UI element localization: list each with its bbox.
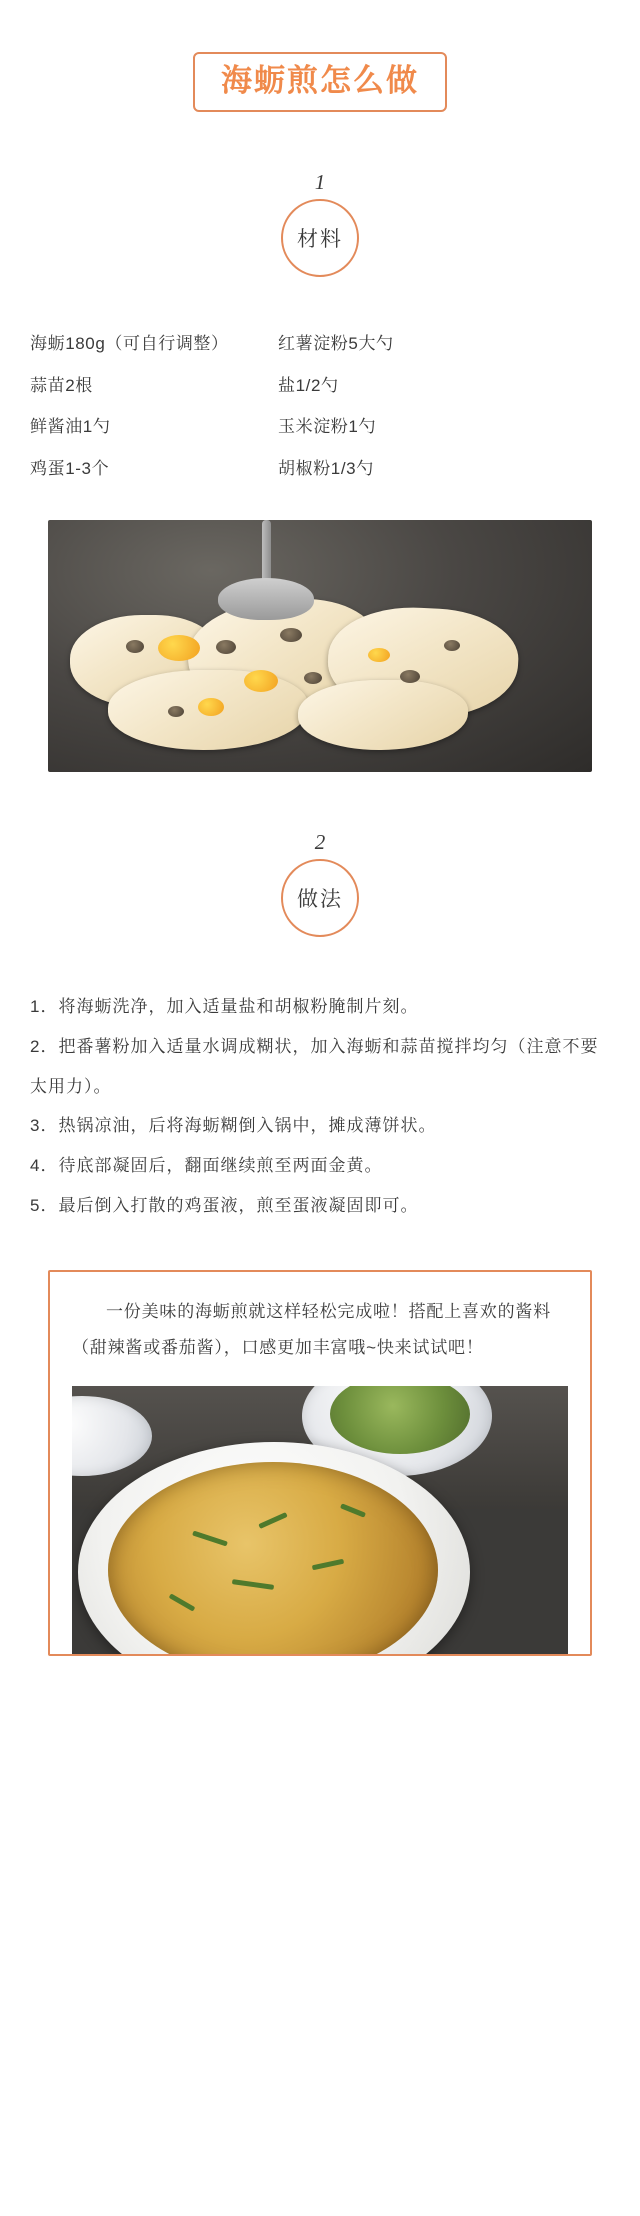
section-heading-steps bbox=[0, 830, 640, 937]
ingredient-item: 蒜苗2根 bbox=[30, 375, 93, 395]
oyster-piece bbox=[444, 640, 460, 651]
section-number: 2 bbox=[314, 829, 326, 854]
oyster-piece bbox=[168, 706, 184, 717]
step-item: 2．把番薯粉加入适量水调成糊状，加入海蛎和蒜苗搅拌均匀（注意不要太用力）。 bbox=[30, 1036, 599, 1096]
step-item: 4．待底部凝固后，翻面继续煎至两面金黄。 bbox=[30, 1156, 383, 1176]
oyster-piece bbox=[304, 672, 322, 684]
egg-yolk bbox=[198, 698, 224, 716]
title-container bbox=[0, 0, 640, 112]
ingredient-item: 盐1/2勺 bbox=[278, 375, 339, 395]
step-item: 3．热锅凉油，后将海蛎糊倒入锅中，摊成薄饼状。 bbox=[30, 1116, 437, 1136]
egg-yolk bbox=[244, 670, 278, 692]
oyster-piece bbox=[216, 640, 236, 654]
plated-photo bbox=[72, 1386, 568, 1654]
step-item: 5．最后倒入打散的鸡蛋液，煎至蛋液凝固即可。 bbox=[30, 1196, 419, 1216]
section-label: 做法 bbox=[297, 887, 343, 911]
ingredient-row bbox=[30, 406, 610, 448]
egg-yolk bbox=[368, 648, 390, 662]
section-circle bbox=[281, 199, 359, 277]
ingredient-row bbox=[30, 448, 610, 490]
step-item: 1．将海蛎洗净，加入适量盐和胡椒粉腌制片刻。 bbox=[30, 996, 419, 1016]
title-box bbox=[193, 52, 447, 112]
oyster-piece bbox=[400, 670, 420, 683]
ingredient-row bbox=[30, 323, 610, 365]
egg-yolk bbox=[158, 635, 200, 661]
ingredient-item: 鲜酱油1勺 bbox=[30, 417, 111, 437]
ingredient-item: 红薯淀粉5大勺 bbox=[278, 334, 394, 354]
section-circle bbox=[281, 859, 359, 937]
ingredient-item: 胡椒粉1/3勺 bbox=[278, 459, 374, 479]
page-title: 海蛎煎怎么做 bbox=[221, 63, 419, 98]
cooking-photo bbox=[48, 520, 592, 772]
table-background bbox=[72, 1386, 568, 1654]
ingredient-item: 鸡蛋1-3个 bbox=[30, 459, 110, 479]
ingredients-list bbox=[30, 323, 610, 490]
ingredient-row bbox=[30, 365, 610, 407]
ingredient-item: 玉米淀粉1勺 bbox=[278, 417, 377, 437]
section-label: 材料 bbox=[297, 228, 343, 252]
section-number: 1 bbox=[314, 170, 326, 195]
ingredient-item: 海蛎180g（可自行调整） bbox=[30, 334, 229, 354]
tip-box bbox=[48, 1270, 592, 1655]
oyster-piece bbox=[126, 640, 144, 653]
spatula-head bbox=[218, 578, 314, 620]
section-heading-ingredients bbox=[0, 170, 640, 277]
tip-text: 一份美味的海蛎煎就这样轻松完成啦！搭配上喜欢的酱料（甜辣酱或番茄酱），口感更加丰富哦~快来试试吧！ bbox=[72, 1302, 551, 1357]
steps-list bbox=[30, 987, 610, 1227]
oyster-piece bbox=[280, 628, 302, 642]
